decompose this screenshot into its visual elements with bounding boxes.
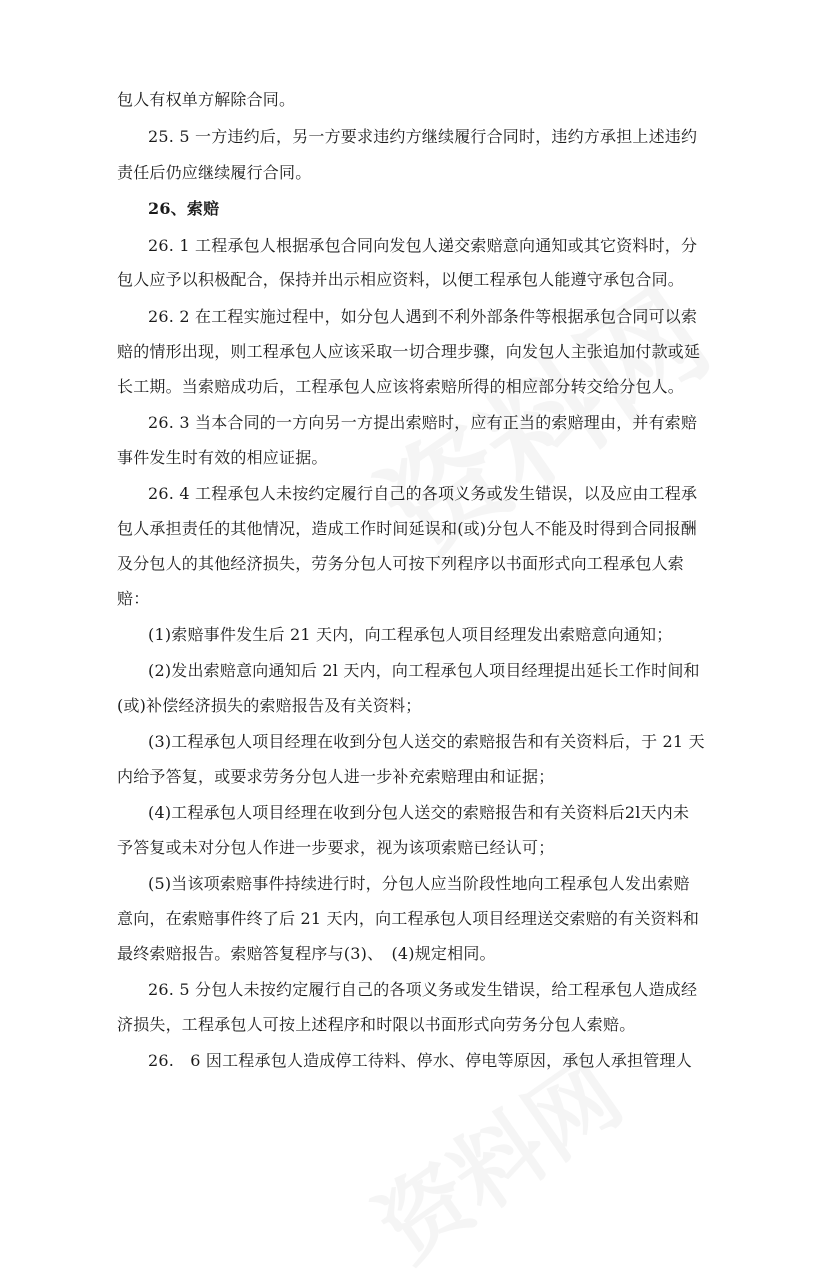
text-line: 25. 5 一方违约后，另一方要求违约方继续履行合同时，违约方承担上述违约 [148,127,698,146]
list-item: (1)索赔事件发生后 21 天内，向工程承包人项目经理发出索赔意向通知； [148,625,673,644]
text-line: 赔的情形出现，则工程承包人应该采取一切合理步骤，向发包人主张追加付款或延 [117,342,701,361]
text-line: 事件发生时有效的相应证据。 [117,448,328,467]
section-heading: 26、索赔 [148,199,220,218]
text-line: 及分包人的其他经济损失，劳务分包人可按下列程序以书面形式向工程承包人索 [117,554,685,573]
list-item: (4)工程承包人项目经理在收到分包人送交的索赔报告和有关资料后2l天内未 [148,803,690,822]
text-line: 26. 6 因工程承包人造成停工待料、停水、停电等原因，承包人承担管理人 [148,1051,692,1070]
text-line: 26. 4 工程承包人未按约定履行自己的各项义务或发生错误，以及应由工程承 [148,484,698,503]
list-item: (3)工程承包人项目经理在收到分包人送交的索赔报告和有关资料后，于 21 天 [148,732,705,751]
text-line: 予答复或未对分包人作进一步要求，视为该项索赔已经认可； [117,838,555,857]
text-line: 包人应予以积极配合，保持并出示相应资料，以便工程承包人能遵守承包合同。 [117,270,685,289]
text-line: 责任后仍应继续履行合同。 [117,163,312,182]
text-line: 意向，在索赔事件终了后 21 天内，向工程承包人项目经理送交索赔的有关资料和 [117,909,700,928]
text-line: 赔： [117,589,150,608]
text-line: 最终索赔报告。索赔答复程序与(3)、 (4)规定相同。 [117,944,496,963]
list-item: (5)当该项索赔事件持续进行时，分包人应当阶段性地向工程承包人发出索赔 [148,874,690,893]
text-line: 包人承担责任的其他情况，造成工作时间延误和(或)分包人不能及时得到合同报酬 [117,519,697,538]
text-line: 26. 3 当本合同的一方向另一方提出索赔时，应有正当的索赔理由，并有索赔 [148,413,698,432]
text-line: (或)补偿经济损失的索赔报告及有关资料； [117,696,422,715]
text-line: 包人有权单方解除合同。 [117,90,296,109]
text-line: 26. 5 分包人未按约定履行自己的各项义务或发生错误，给工程承包人造成经 [148,980,698,999]
text-line: 内给予答复，或要求劳务分包人进一步补充索赔理由和证据； [117,767,555,786]
list-item: (2)发出索赔意向通知后 2l 天内，向工程承包人项目经理提出延长工作时间和 [148,661,700,680]
text-line: 济损失，工程承包人可按上述程序和时限以书面形式向劳务分包人索赔。 [117,1015,636,1034]
text-line: 26. 1 工程承包人根据承包合同向发包人递交索赔意向通知或其它资料时，分 [148,236,698,255]
text-line: 长工期。当索赔成功后，工程承包人应该将索赔所得的相应部分转交给分包人。 [117,377,685,396]
text-line: 26. 2 在工程实施过程中，如分包人遇到不利外部条件等根据承包合同可以索 [148,307,698,326]
